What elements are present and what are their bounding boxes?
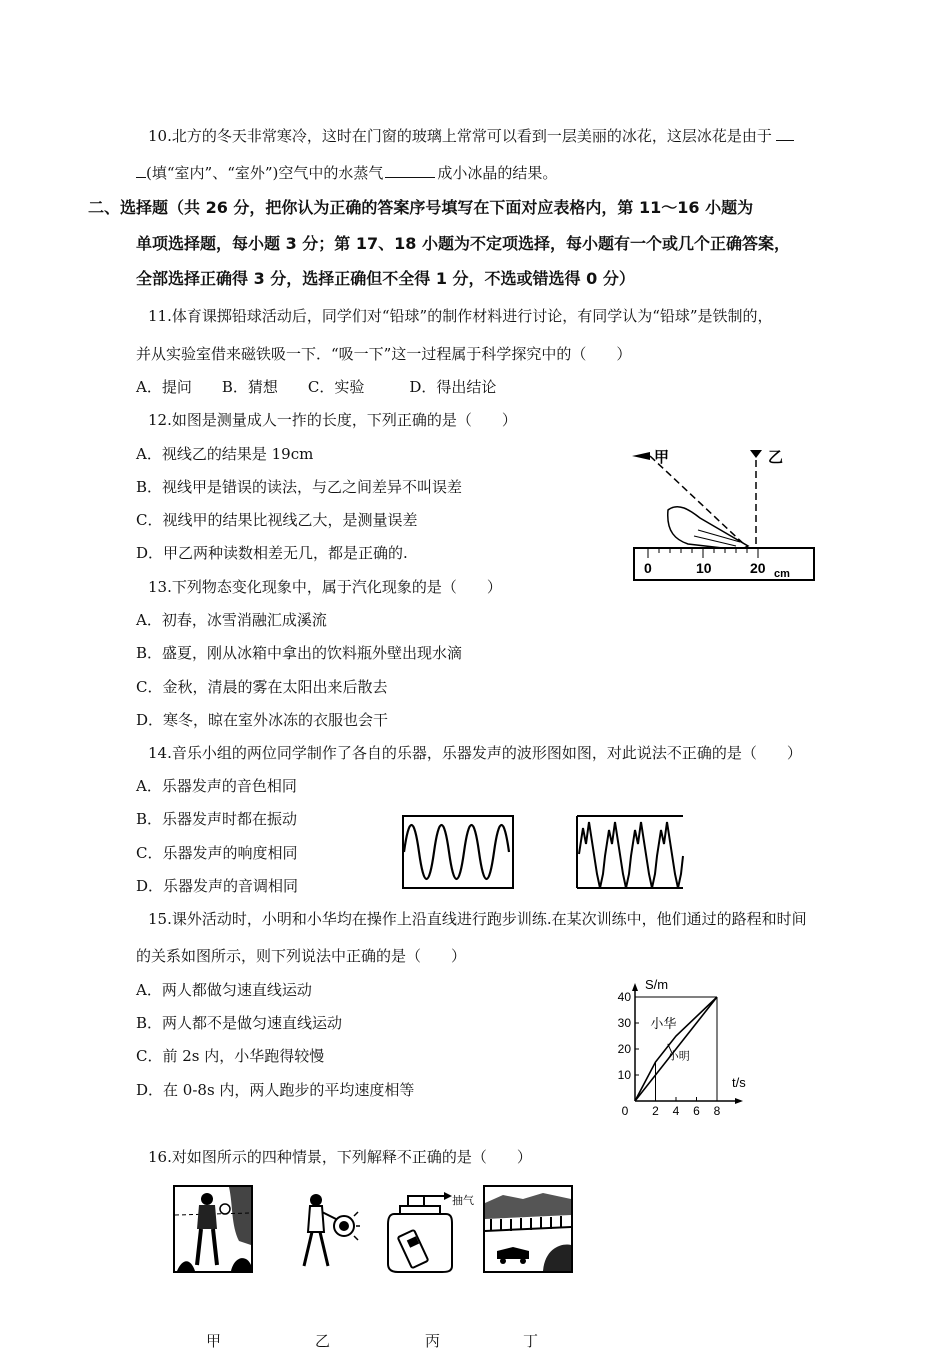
- x-tick-label: 4: [672, 1104, 680, 1118]
- section-heading: 二、选择题（共 26 分，把你认为正确的答案序号填写在下面对应表格内，第 11～16 小题为: [88, 198, 754, 217]
- q12-option-c: C．视线甲的结果比视线乙大，是测量误差: [136, 511, 418, 529]
- distance-time-chart: [605, 975, 765, 1118]
- ruler-tick-0: 0: [644, 560, 652, 576]
- section-heading-line2: 单项选择题，每小题 3 分；第 17、18 小题为不定项选择，每小题有一个或几个正确答案，: [136, 234, 790, 253]
- series-label-xiaohua: 小华: [650, 1016, 677, 1032]
- q11-options: A．提问 B．猜想 C．实验 D．得出结论: [136, 378, 497, 396]
- scene-ding-figure: [483, 1185, 573, 1273]
- series-line-xiaoming: [635, 997, 717, 1101]
- q15-option-d: D．在 0-8s 内，两人跑步的平均速度相等: [136, 1081, 415, 1099]
- x-tick-label: 8: [713, 1104, 721, 1118]
- ruler-tick-20: 20: [750, 560, 766, 576]
- q13-option-a: A．初春，冰雪消融汇成溪流: [136, 611, 327, 629]
- caption-jia: 甲: [206, 1332, 222, 1350]
- y-axis-label: S/m: [645, 977, 669, 992]
- q14-stem: 14.音乐小组的两位同学制作了各自的乐器，乐器发声的波形图如图，对此说法不正确的是（ ）: [148, 744, 802, 762]
- q13-option-d: D．寒冬，晾在室外冰冻的衣服也会干: [136, 711, 389, 729]
- ruler-tick-10: 10: [696, 560, 712, 576]
- answer-blank[interactable]: [136, 163, 146, 178]
- q13-option-b: B．盛夏，刚从冰箱中拿出的饮料瓶外壁出现水滴: [136, 644, 463, 662]
- caption-yi: 乙: [315, 1332, 331, 1350]
- ruler-unit: cm: [774, 568, 790, 580]
- series-label-xiaoming: 小明: [667, 1050, 690, 1063]
- y-tick-label: 40: [617, 990, 631, 1004]
- q13-stem: 13.下列物态变化现象中，属于汽化现象的是（ ）: [148, 578, 502, 596]
- q15-option-c: C．前 2s 内，小华跑得较慢: [136, 1047, 325, 1065]
- hand-icon: [668, 507, 748, 550]
- label-jia: 甲: [654, 449, 670, 466]
- caption-ding: 丁: [523, 1332, 539, 1350]
- x-tick-label: 2: [652, 1104, 659, 1118]
- ruler-figure: [628, 440, 818, 585]
- x-tick-label: 0: [621, 1104, 629, 1118]
- caption-bing: 丙: [425, 1332, 441, 1350]
- q14-option-c: C．乐器发声的响度相同: [136, 844, 298, 862]
- q14-option-a: A．乐器发声的音色相同: [136, 777, 297, 795]
- q12-stem: 12.如图是测量成人一拃的长度，下列正确的是（ ）: [148, 411, 517, 429]
- q16-stem: 16.对如图所示的四种情景，下列解释不正确的是（ ）: [148, 1148, 532, 1166]
- q15-option-a: A．两人都做匀速直线运动: [136, 981, 312, 999]
- scene-yi-figure: [290, 1192, 360, 1270]
- eye-jia-icon: [632, 452, 650, 460]
- x-tick-label: 6: [693, 1104, 700, 1118]
- y-tick-label: 10: [617, 1068, 631, 1082]
- answer-blank[interactable]: [776, 126, 794, 141]
- q10-line1: 10.北方的冬天非常寒冷，这时在门窗的玻璃上常常可以看到一层美丽的冰花，这层冰花是由于: [148, 126, 794, 146]
- q15-option-b: B．两人都不是做匀速直线运动: [136, 1014, 343, 1032]
- q15-stem: 15.课外活动时，小明和小华均在操作上沿直线进行跑步训练.在某次训练中，他们通过的路程和时间: [148, 910, 807, 928]
- q15-stem-line2: 的关系如图所示，则下列说法中正确的是（ ）: [136, 947, 467, 965]
- answer-blank[interactable]: [385, 163, 435, 178]
- label-yi: 乙: [768, 449, 784, 466]
- pump-label: 抽气: [452, 1195, 474, 1207]
- q14-option-d: D．乐器发声的音调相同: [136, 877, 299, 895]
- x-axis-arrow: [735, 1098, 743, 1104]
- scene-bing-figure: [384, 1192, 474, 1274]
- waveform-2: [575, 814, 687, 890]
- q12-option-d: D．甲乙两种读数相差无几，都是正确的.: [136, 544, 408, 562]
- q12-option-a: A．视线乙的结果是 19cm: [136, 445, 314, 463]
- y-axis-arrow: [632, 983, 638, 991]
- q11-stem: 11.体育课掷铅球活动后，同学们对“铅球”的制作材料进行讨论，有同学认为“铅球”是铁制的，: [148, 307, 773, 325]
- eye-yi-icon: [750, 450, 762, 458]
- scene-jia-figure: [173, 1185, 253, 1273]
- section-heading-line3: 全部选择正确得 3 分，选择正确但不全得 1 分，不选或错选得 0 分）: [136, 269, 635, 288]
- q13-option-c: C．金秋，清晨的雾在太阳出来后散去: [136, 678, 388, 696]
- q10-line2: (填“室内”、“室外”)空气中的水蒸气 成小冰晶的结果。: [136, 163, 557, 183]
- q14-option-b: B．乐器发声时都在振动: [136, 810, 298, 828]
- waveform-1: [402, 814, 514, 890]
- y-tick-label: 30: [617, 1016, 631, 1030]
- x-axis-label: t/s: [732, 1075, 746, 1090]
- q11-stem-line2: 并从实验室借来磁铁吸一下．“吸一下”这一过程属于科学探究中的（ ）: [136, 345, 632, 363]
- q12-option-b: B．视线甲是错误的读法，与乙之间差异不叫误差: [136, 478, 463, 496]
- y-tick-label: 20: [617, 1042, 631, 1056]
